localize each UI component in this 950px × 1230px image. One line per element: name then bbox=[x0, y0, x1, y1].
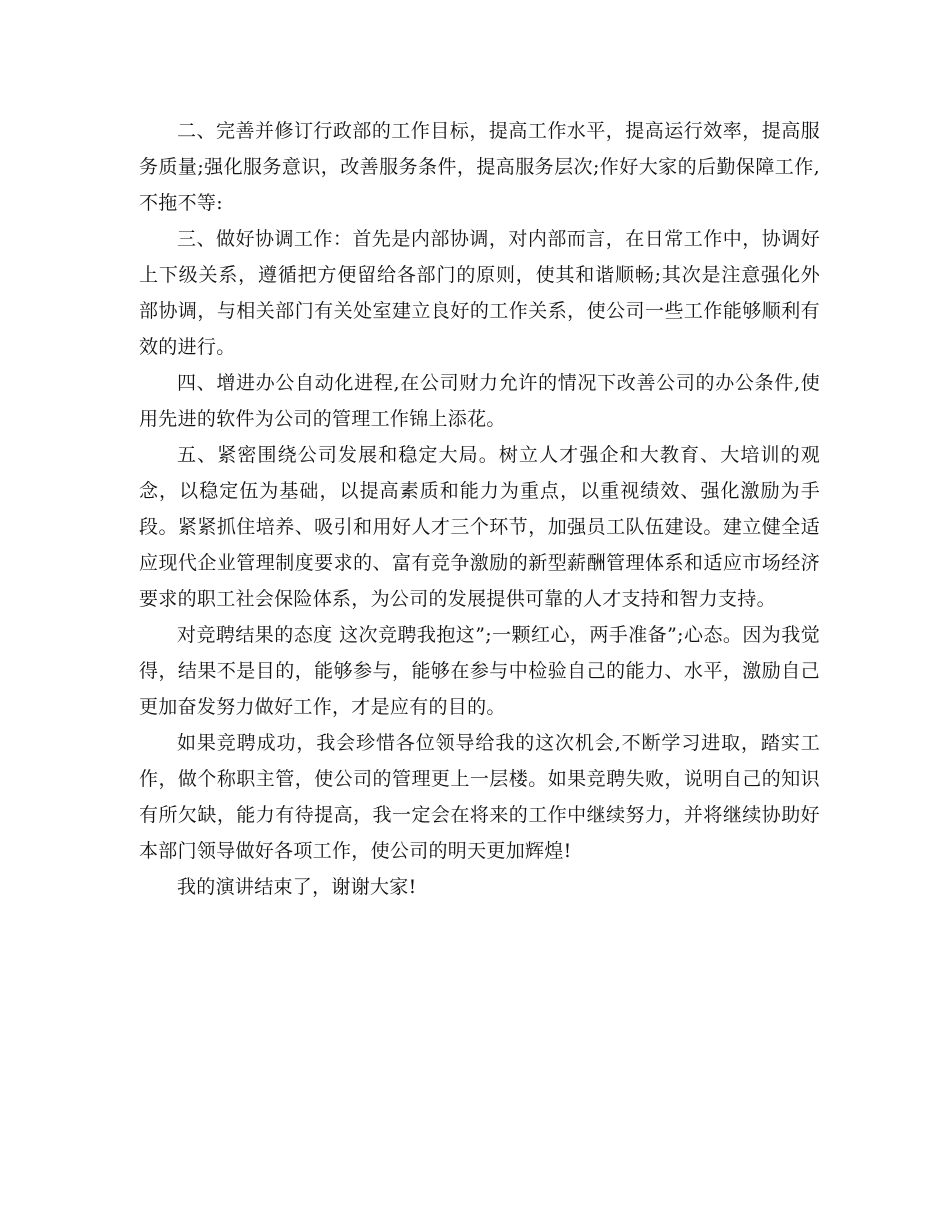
paragraph-talent-development: 五、紧密围绕公司发展和稳定大局。树立人才强企和大教育、大培训的观念，以稳定伍为基础，以提高素质和能力为重点，以重视绩效、强化激励为手段。紧紧抓住培养、吸引和用好人才三个环节，加强员工队伍建设。建立健全适应现代企业管理制度要求的、富有竞争激励的新型薪酬管理体系和适应市场经济要求的职工社会保险体系，为公司的发展提供可靠的人才支持和智力支持。 bbox=[139, 444, 820, 610]
paragraph-outcome: 如果竞聘成功，我会珍惜各位领导给我的这次机会,不断学习进取，踏实工作，做个称职主管，使公司的管理更上一层楼。如果竞聘失败，说明自己的知识有所欠缺，能力有待提高，我一定会在将来的工作中继续努力，并将继续协助好本部门领导做好各项工作，使公司的明天更加辉煌! bbox=[139, 732, 820, 862]
paragraph-coordination: 三、做好协调工作：首先是内部协调，对内部而言，在日常工作中，协调好上下级关系，遵循把方便留给各部门的原则，使其和谐顺畅;其次是注意强化外部协调，与相关部门有关处室建立良好的工作关系，使公司一些工作能够顺利有效的进行。 bbox=[139, 228, 820, 358]
document-body bbox=[139, 113, 820, 905]
paragraph-admin-goals: 二、完善并修订行政部的工作目标，提高工作水平，提高运行效率，提高服务质量;强化服务意识，改善服务条件，提高服务层次;作好大家的后勤保障工作,不拖不等: bbox=[139, 120, 820, 214]
paragraph-closing: 我的演讲结束了，谢谢大家! bbox=[177, 876, 417, 898]
paragraph-attitude: 对竞聘结果的态度 这次竞聘我抱这”;一颗红心，两手准备”;心态。因为我觉得，结果不是目的，能够参与，能够在参与中检验自己的能力、水平，激励自己更加奋发努力做好工作，才是应有的目的。 bbox=[139, 624, 820, 718]
paragraph-office-automation: 四、增进办公自动化进程,在公司财力允许的情况下改善公司的办公条件,使用先进的软件为公司的管理工作锦上添花。 bbox=[139, 372, 820, 430]
